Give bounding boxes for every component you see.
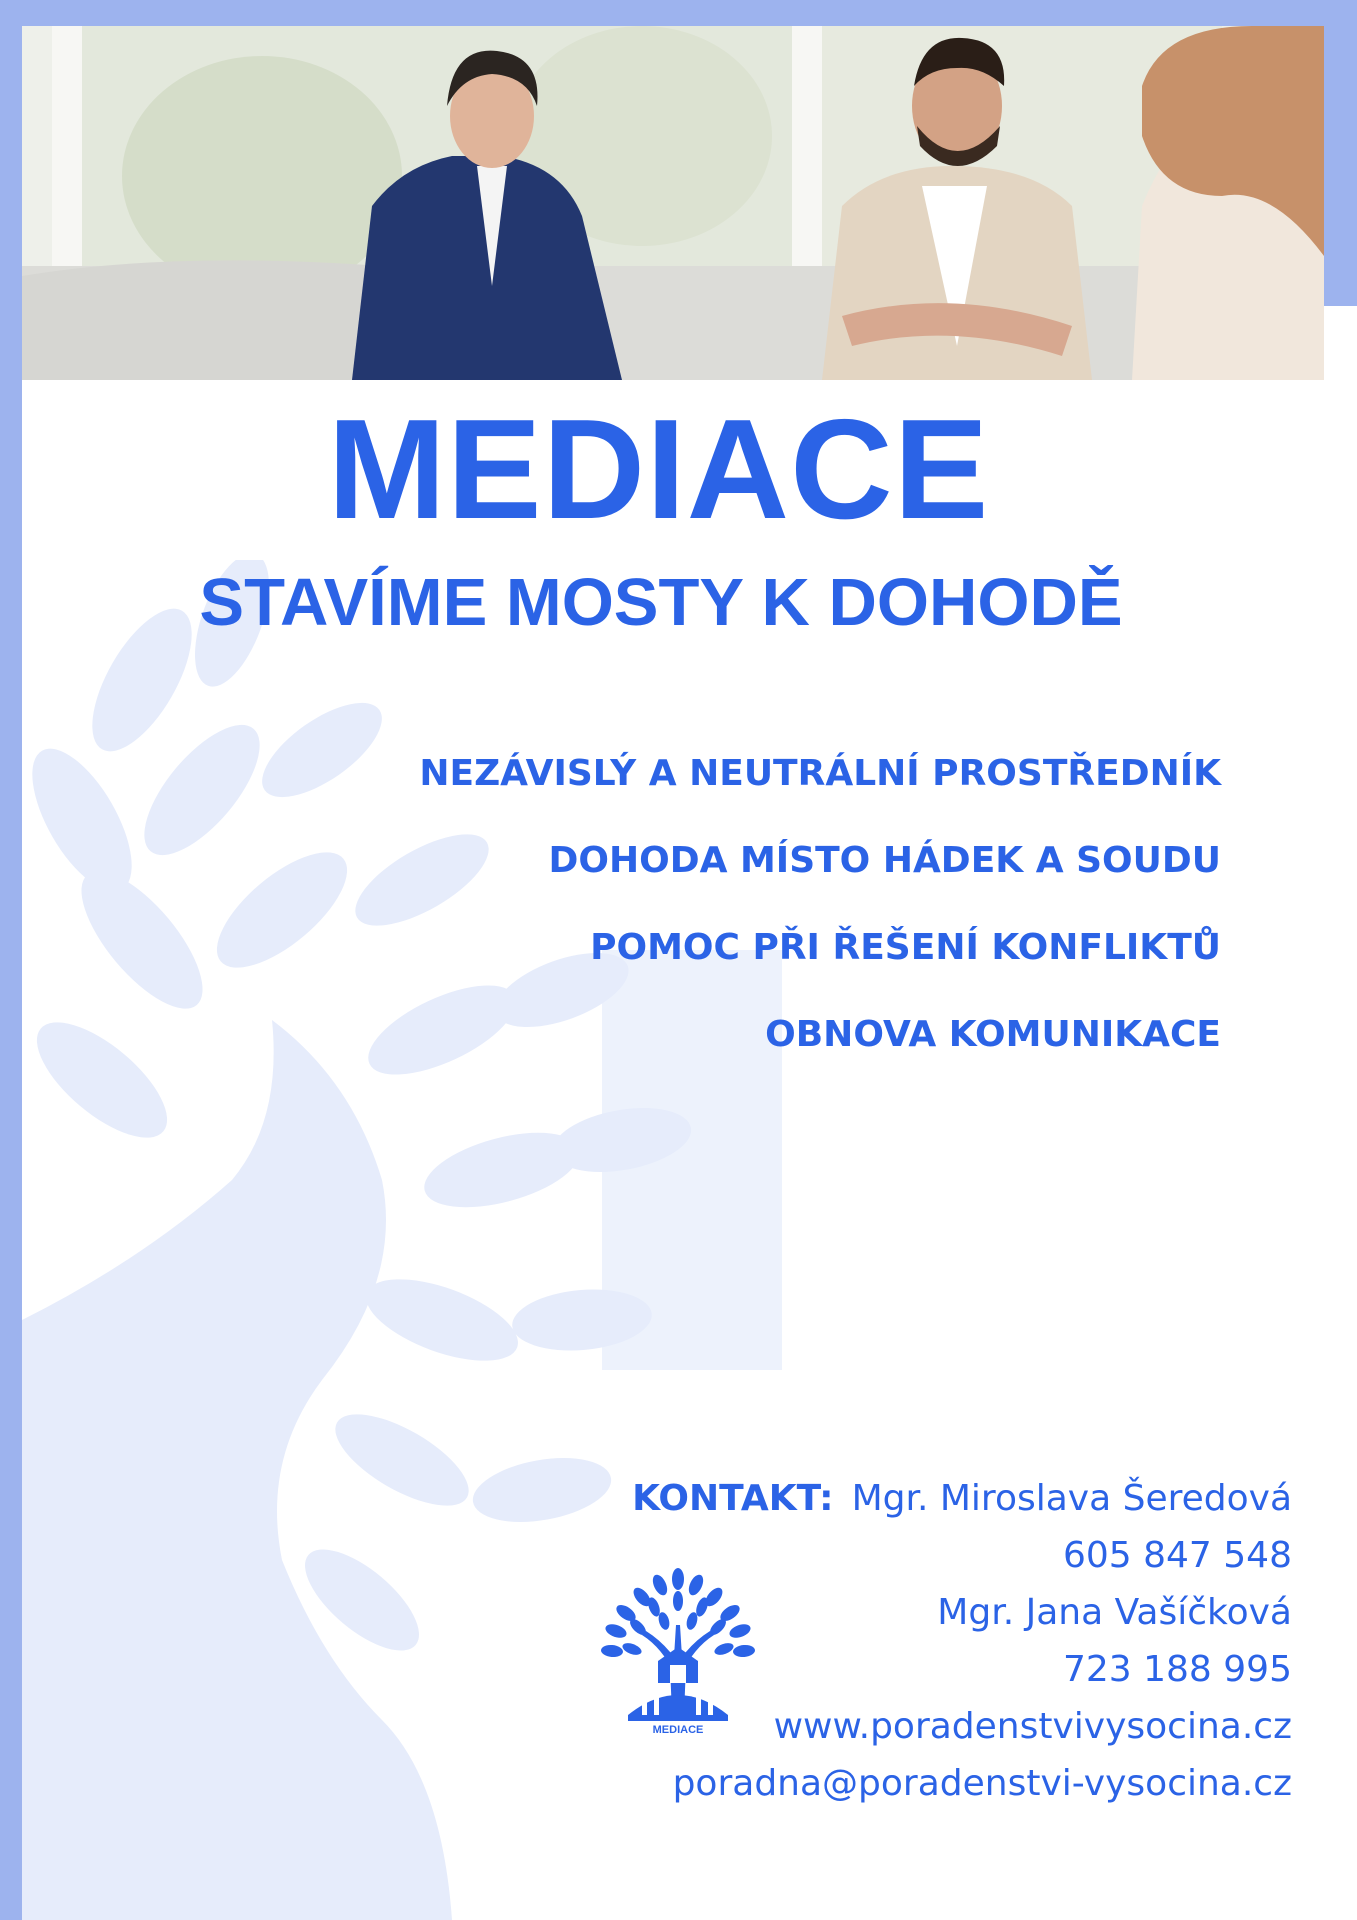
page-subtitle: STAVÍME MOSTY K DOHODĚ (199, 565, 1123, 640)
contact-person1: Mgr. Miroslava Šeredová (851, 1478, 1292, 1519)
contact-person2: Mgr. Jana Vašíčková (937, 1592, 1292, 1633)
page-title: MEDIACE (327, 390, 990, 549)
contact-website-link[interactable]: www.poradenstvivysocina.cz (773, 1706, 1292, 1747)
header-photo (22, 26, 1324, 380)
feature-list (321, 752, 1221, 1100)
right-accent-strip (1324, 0, 1357, 306)
contact-line-person1 (492, 1470, 1292, 1527)
left-accent-strip (0, 0, 22, 1920)
contact-label: KONTAKT: (632, 1478, 834, 1519)
feature-item-communication: OBNOVA KOMUNIKACE (765, 1014, 1221, 1055)
contact-phone1[interactable]: 605 847 548 (1062, 1535, 1292, 1576)
contact-phone2[interactable]: 723 188 995 (1062, 1649, 1292, 1690)
top-accent-strip (0, 0, 1357, 26)
feature-item-agreement: DOHODA MÍSTO HÁDEK A SOUDU (548, 840, 1221, 881)
feature-item-neutral: NEZÁVISLÝ A NEUTRÁLNÍ PROSTŘEDNÍK (419, 753, 1221, 794)
mediace-logo (598, 1565, 758, 1735)
contact-email-link[interactable]: poradna@poradenstvi-vysocina.cz (672, 1763, 1292, 1804)
feature-item-conflict-help: POMOC PŘI ŘEŠENÍ KONFLIKTŮ (590, 927, 1221, 968)
logo-text: MEDIACE (652, 1724, 704, 1735)
